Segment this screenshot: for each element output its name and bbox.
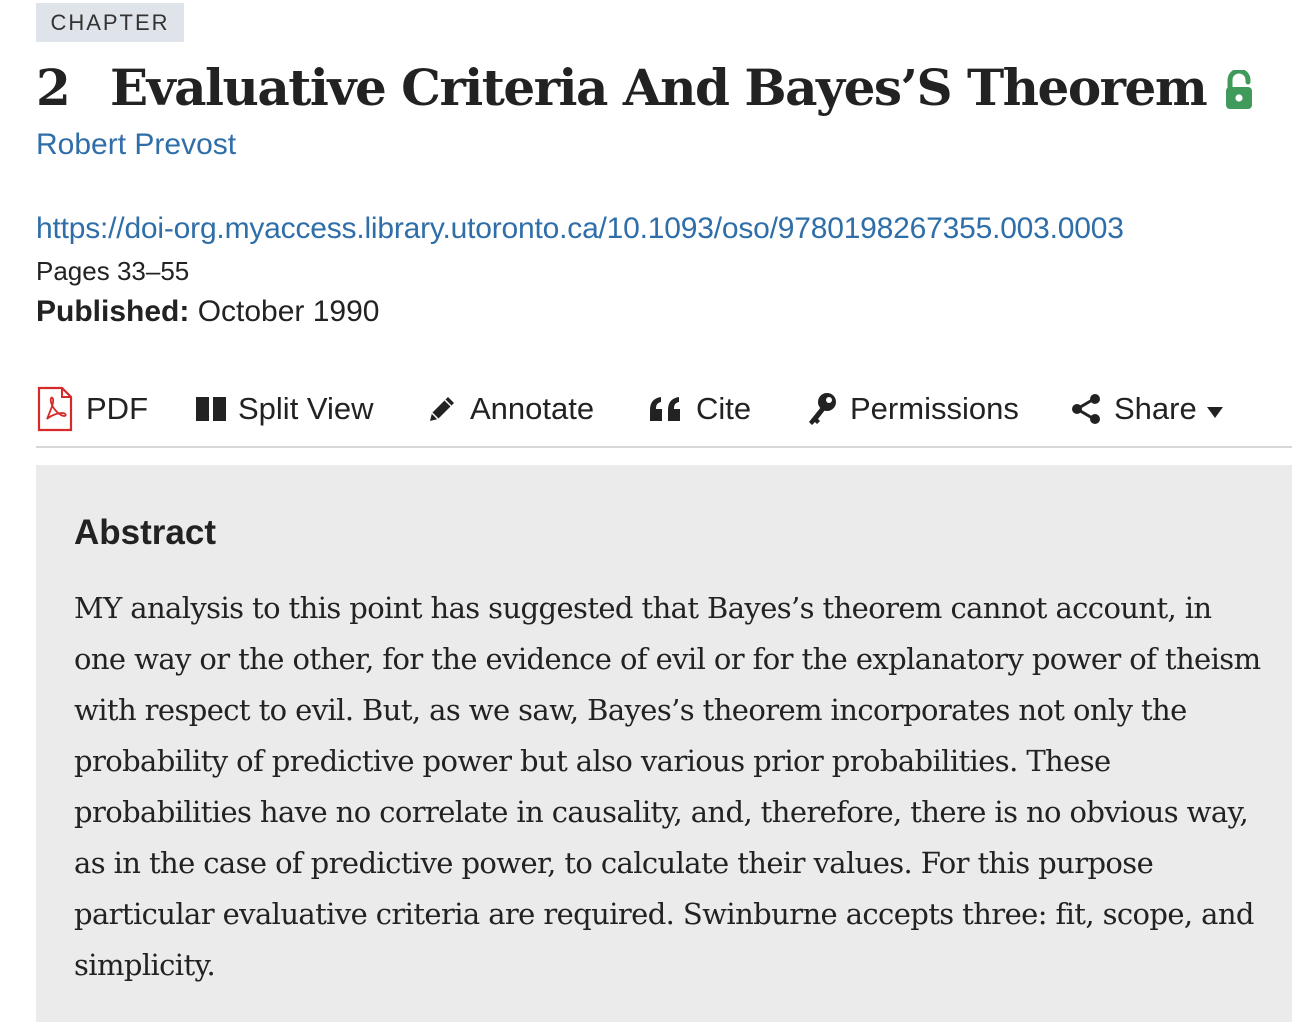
permissions-button[interactable]	[806, 382, 1019, 436]
pencil-icon	[426, 393, 458, 425]
doi-link[interactable]: https://doi-org.myaccess.library.utoronto.ca/10.1093/oso/9780198267355.003.0003	[36, 212, 1124, 245]
chapter-title: Evaluative Criteria And Bayes’S Theorem	[110, 57, 1207, 117]
pdf-icon	[36, 385, 74, 433]
cite-button[interactable]	[648, 382, 751, 436]
published-label: Published:	[36, 295, 190, 328]
key-icon	[806, 392, 838, 426]
published-date	[36, 295, 379, 329]
share-label: Share	[1114, 391, 1197, 426]
unlock-icon	[1224, 70, 1254, 110]
page-range: Pages 33–55	[36, 256, 190, 286]
split-view-label: Split View	[238, 391, 374, 426]
page-title	[36, 52, 1254, 122]
published-value: October 1990	[197, 295, 380, 328]
abstract-heading: Abstract	[74, 513, 216, 552]
caret-down-icon	[1207, 391, 1223, 427]
chapter-badge: CHAPTER	[36, 3, 184, 42]
annotate-button[interactable]	[426, 382, 594, 436]
author-link[interactable]: Robert Prevost	[36, 128, 237, 161]
article-toolbar	[36, 378, 1292, 448]
abstract-section	[36, 465, 1292, 1022]
quote-icon	[648, 395, 684, 423]
split-view-button[interactable]	[196, 382, 374, 436]
chapter-number: 2	[36, 57, 70, 117]
cite-label: Cite	[696, 391, 752, 426]
pdf-button[interactable]	[36, 382, 148, 436]
abstract-text: MY analysis to this point has suggested that Bayes’s theorem cannot account, in one way or the other, for the evidence of evil or for the explanatory power of theism with respect to evil. But, as we saw, Bayes’s theorem incorporates not only the probability of predictive power but also various prior probabilities. These probabilities have no correlate in causality, and, therefore, there is no obvious way, as in the case of predictive power, to calculate their values. For this purpose particular evaluative criteria are required. Swinburne accepts three: fit, scope, and simplicity.	[74, 591, 1261, 982]
pdf-label: PDF	[86, 391, 148, 426]
split-view-icon	[196, 396, 226, 422]
share-icon	[1070, 393, 1102, 425]
permissions-label: Permissions	[850, 391, 1019, 426]
share-dropdown[interactable]	[1070, 382, 1223, 436]
annotate-label: Annotate	[470, 391, 595, 426]
